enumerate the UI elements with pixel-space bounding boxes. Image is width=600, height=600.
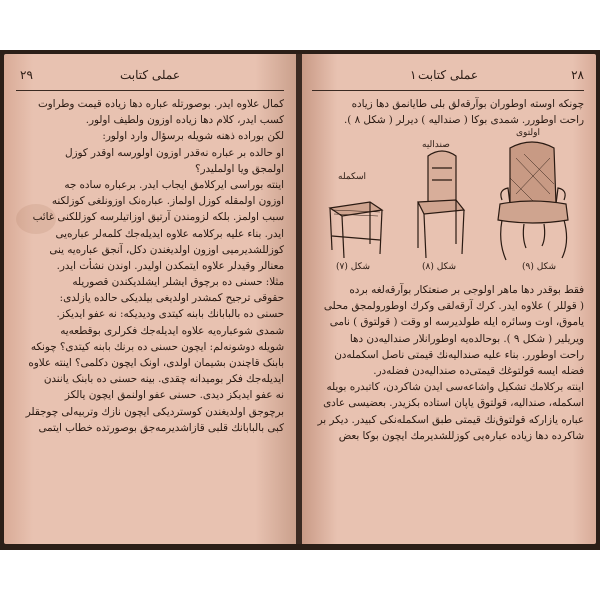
text-line: ویریلیر ( شکل ۹ ). بوحالده‌یه اوطورانلار صندالیه‌دن دها — [349, 332, 584, 345]
text-line: راحت اوطورر. شمدی بوکا ( صندالیه ) دیرلر ( شکل ۸ ). — [344, 114, 584, 127]
right-top-note: ۱ — [410, 68, 417, 82]
left-page-text — [16, 96, 284, 436]
text-line: چونکه اوسته اوطوران بوآرقه‌لق بلی طایانمق دها زیاده — [351, 98, 584, 110]
right-page — [302, 54, 596, 544]
open-book — [0, 50, 600, 550]
text-line: اولمجق ویا اولملیدر؟ — [195, 162, 284, 175]
text-line: اینته بوراسی ایرکلامق ایجاب ایدر. برعباره ساده جه — [64, 178, 284, 191]
text-line: اینته برکلامك تشکیل واشاعه‌سی ایدن شاکردن، کاتبدره بویله — [326, 381, 584, 394]
text-line: ایدیله‌جك فکر بومیدانه چقدی. بینه حسنی ده بابنک یانندن — [43, 373, 284, 386]
text-line: کوزللشدیرمیی اوزون اولدیغندن دکل، آنجق عباره‌یه ینی — [49, 243, 284, 256]
left-page-number: ۲۹ — [20, 68, 33, 82]
header-rule — [16, 90, 284, 91]
text-line: راحت اوطورر. بناء علیه صندالیه‌نك قیمتی ناصل اسکمله‌دن — [334, 348, 584, 361]
text-line: شویله دوشونه‌لم: ایچون حسنی ده برنك بابنه کیتدی؟ چونکه — [30, 340, 284, 353]
text-line: فضله ایسه قولتوغك قیمتی‌ده صندالیه‌دن فضله‌در. — [373, 364, 584, 377]
header-rule — [312, 90, 584, 91]
text-line: شاکرده دها زیاده عبارہ‌یی کوزللشدیرمك ایچون بوکا بعض — [338, 429, 584, 442]
text-line: برچوجق اولدیغندن کوستردیکی ایچون نازك وتربیه‌لی چوجقلر — [25, 405, 284, 418]
text-line: یاموق، اوت وسائره ایله طولدیرسه او وقت ( قولتوق ) نامی — [329, 316, 584, 329]
text-line: لکن بوراده ذهنه شویله برسؤال وارد اولور: — [102, 130, 284, 143]
figure-caption-8: شکل (۸) — [422, 262, 457, 272]
text-line: بابنک قاچندن بشیمان اولدی، اونک ایچون دکلمی؟ اینته علاوه — [28, 357, 284, 369]
left-page — [4, 54, 296, 544]
figure-label-stool: اسکمله — [338, 172, 367, 182]
furniture-illustration — [310, 138, 588, 276]
right-page-header — [310, 68, 586, 88]
text-line: کمال علاوه ایدر. بوصورتله عباره دها زیاده قیمت وطراوت — [37, 98, 284, 110]
right-page-text-top — [312, 96, 584, 128]
text-line: معنالر وقیدلر علاوه ایتمکدن اولیدر. اوندن نشأت ایدر. — [56, 259, 284, 272]
text-line: کسب ایدر، کلام دها زیاده اوزون ولطیف اولور. — [85, 114, 284, 127]
text-line: حقوقی ترجیح کمشدر اولدیغی بیلدیکی حالده یازلدی: — [59, 292, 284, 305]
text-line: عباره یازارکه قولتوق‌نك قیمتی طبق اسکمله‌نکی کبیدر. دیکر بر — [317, 413, 584, 426]
text-line: اوزون اولمقله کوزل اولماز. عباره‌نک اوزونلغی کوزلکنه — [51, 195, 284, 208]
text-line: او حالده بر عباره نه‌قدر اوزون اولورسه اوقدر کوزل — [64, 146, 284, 159]
furniture-figures — [310, 128, 588, 276]
chair-figure — [418, 151, 464, 258]
armchair-figure — [498, 142, 568, 260]
stool-figure — [330, 202, 382, 258]
left-page-header — [14, 68, 286, 88]
figure-caption-7: شکل (۷) — [336, 262, 371, 272]
text-line: نه عفو ایدیکز دیدی. حسنی عفو اولنمق ایچون یالکز — [64, 389, 284, 402]
text-line: اسکمله، صندالیه، قولتوق یاپان استاده بکزیدر. بعضیسی عادی — [323, 397, 584, 410]
figure-label-chair: صندالیه — [422, 140, 450, 150]
text-line: سبب اولمز. بلکه لزومندن آرتیق اوزاتیلرسه کوزللکنی غائب — [32, 211, 284, 224]
right-page-number: ۲۸ — [571, 68, 584, 82]
left-running-title: عملی کتابت — [120, 68, 180, 82]
text-line: ایدر. بناء علیه برکلامه علاوه ایدیله‌جك کلمه‌لر عباره‌یی — [55, 227, 284, 240]
right-page-text-bottom — [312, 282, 584, 444]
figure-caption-9: شکل (۹) — [522, 262, 557, 272]
text-line: حسنی ده بالبابانك بابنه کیتدی ودیدیکه: نه عفو ایدیکز. — [56, 308, 284, 321]
text-line: کبی بالبابانك قلبی قازاشدیرمه‌جق بوصورتده خطاب ایتمی — [38, 421, 284, 434]
text-line: ( قوللر ) علاوه ایدر. کرك آرقه‌لقی وکرك اوطورولمجق محلی — [323, 300, 584, 313]
right-running-title: عملی کتابت — [418, 68, 478, 82]
text-line: شمدی شوعباره‌یه علاوه ایدیله‌جك فکرلری بوقطعه‌یه — [60, 324, 284, 337]
text-line: مثلا: حسنی ده برچوق ایشلر ایشلدیکندن قصوریله — [72, 276, 284, 289]
figure-label-armchair: اولتوی — [516, 128, 540, 138]
text-line: فقط بوقدر دها ماهر اولوجی بر صنعتکار بوآرقه‌لغه برده — [349, 284, 584, 296]
